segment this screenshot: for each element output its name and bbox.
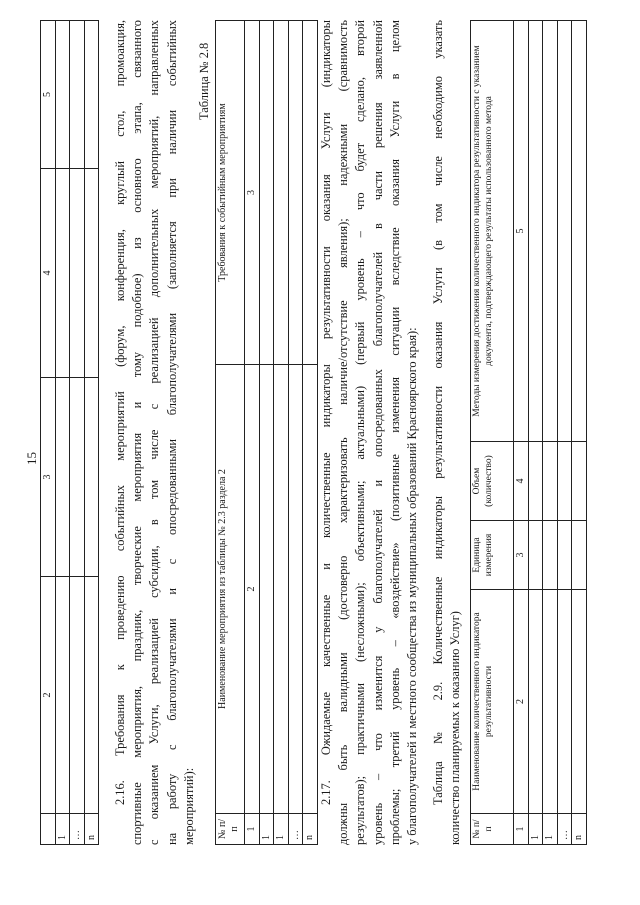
table-cell: n	[84, 814, 99, 845]
table-row	[557, 21, 572, 845]
table-cell	[303, 21, 318, 365]
text-line: спортивные мероприятия, праздник, творческие мероприятия и тому подобное) из основного этапа, связанного	[130, 20, 145, 845]
text-line: уровень – что изменится у благополучателей и опосредованных благополучателей в части решения заявленной	[370, 20, 385, 845]
table-cell	[557, 442, 572, 521]
column-header: № п/п	[216, 814, 245, 845]
table-cell	[84, 577, 99, 814]
text-line: результатов); практичными (несложными); объективными; актуальными) (первый уровень – что будет сделано, второй	[353, 20, 368, 845]
table-cell: 1	[259, 814, 274, 845]
table-2-9	[470, 20, 587, 845]
table-cell: 5	[41, 21, 56, 169]
table-cell: 4	[514, 442, 529, 521]
table-cell: …	[288, 814, 303, 845]
table-cell	[572, 590, 587, 814]
table-row	[70, 21, 85, 845]
table-cell: 1	[274, 814, 289, 845]
table-cell	[572, 521, 587, 590]
column-header: Наименование количественного индикатора результативности	[471, 590, 514, 814]
text-line: на работу с благополучателями и с опосредованными благополучателями (заполняется при наличии событийных	[164, 20, 179, 845]
table-cell: …	[557, 814, 572, 845]
table-cell	[288, 21, 303, 365]
column-header: Наименование мероприятия из таблицы № 2.3 раздела 2	[216, 365, 245, 814]
table-row	[84, 21, 99, 845]
table-cell	[55, 577, 70, 814]
table-2-8-caption: Таблица № 2.8	[197, 42, 211, 120]
table-cell: 1	[514, 814, 529, 845]
table-cell: 4	[41, 169, 56, 378]
table-cell: 3	[245, 21, 260, 365]
table-cell	[572, 21, 587, 442]
table-cell	[70, 21, 85, 169]
table-header-row	[216, 21, 245, 845]
table-cell	[303, 365, 318, 814]
table-cell	[288, 365, 303, 814]
table-cell	[274, 365, 289, 814]
table-cell	[55, 21, 70, 169]
table-cell: 1	[55, 814, 70, 845]
table-row	[572, 21, 587, 845]
table-cell	[70, 378, 85, 577]
table-2-8	[215, 20, 318, 845]
table-row	[303, 21, 318, 845]
table-cell	[41, 814, 56, 845]
table-continuation	[40, 20, 99, 845]
table-cell	[543, 590, 558, 814]
column-header: Единица измерения	[471, 521, 514, 590]
table-cell: 2	[514, 590, 529, 814]
text-line: количество планируемых к оказанию Услуг)	[448, 611, 463, 845]
table-cell: 2	[41, 577, 56, 814]
paragraph-2-16	[112, 20, 198, 845]
table-row	[528, 21, 543, 845]
table-cell	[528, 590, 543, 814]
table-row	[288, 21, 303, 845]
table-cell: 1	[245, 814, 260, 845]
paragraph-2-17	[318, 20, 421, 845]
page-number: 15	[24, 452, 39, 465]
table-cell: …	[70, 814, 85, 845]
table-cell	[55, 169, 70, 378]
table-cell	[528, 521, 543, 590]
table-cell	[572, 442, 587, 521]
table-cell	[557, 21, 572, 442]
table-cell	[543, 442, 558, 521]
table-row	[274, 21, 289, 845]
table-cell	[55, 378, 70, 577]
column-header: № п/п	[471, 814, 514, 845]
table-cell	[528, 442, 543, 521]
table-cell	[70, 169, 85, 378]
table-cell: n	[303, 814, 318, 845]
table-row	[55, 21, 70, 845]
table-cell: n	[572, 814, 587, 845]
table-cell: 1	[528, 814, 543, 845]
text-line: должны быть валидными (достоверно характеризовать наличие/отсутствие явления); надежными (сравнимость	[336, 20, 351, 845]
table-cell	[259, 365, 274, 814]
table-row	[259, 21, 274, 845]
table-cell: 3	[41, 378, 56, 577]
table-cell	[70, 577, 85, 814]
table-row	[543, 21, 558, 845]
table-row	[514, 21, 529, 845]
table-cell	[84, 378, 99, 577]
table-row	[245, 21, 260, 845]
table-cell: 3	[514, 521, 529, 590]
table-cell: 2	[245, 365, 260, 814]
table-2-9-caption	[430, 20, 464, 845]
table-cell: 1	[543, 814, 558, 845]
table-row	[41, 21, 56, 845]
column-header: Требования к событийным мероприятиям	[216, 21, 245, 365]
text-line: Таблица № 2.9. Количественные индикаторы результативности оказания Услуги (в том числе необходимо указать	[431, 20, 445, 805]
column-header: Методы измерения достижения количественного индикатора результативности с указанием документа, подтверждающего результаты использованного метода	[471, 21, 514, 442]
column-header: Объем (количество)	[471, 442, 514, 521]
text-line: мероприятий):	[181, 767, 196, 845]
text-line: с оказанием Услуги, реализацией субсидии, в том числе с реализацией дополнительных мероприятий, направленных	[147, 20, 162, 845]
text-line: 2.17. Ожидаемые качественные и количественные индикаторы результативности оказания Услуги (индикаторы	[319, 20, 333, 805]
table-cell	[528, 21, 543, 442]
text-line: 2.16. Требования к проведению событийных мероприятий (форум, конференция, круглый стол, промоакция,	[113, 20, 127, 805]
table-cell	[84, 21, 99, 169]
table-header-row	[471, 21, 514, 845]
table-cell	[543, 521, 558, 590]
table-cell	[274, 21, 289, 365]
table-cell	[84, 169, 99, 378]
text-line: проблемы; третий уровень – «воздействие» (позитивные изменения ситуации вследствие оказания Услуги в целом	[387, 20, 402, 845]
text-line: у благополучателей и местного сообщества из муниципальных образований Красноярского края):	[405, 327, 420, 845]
table-cell	[543, 21, 558, 442]
table-cell	[557, 590, 572, 814]
table-cell: 5	[514, 21, 529, 442]
table-cell	[259, 21, 274, 365]
table-cell	[557, 521, 572, 590]
